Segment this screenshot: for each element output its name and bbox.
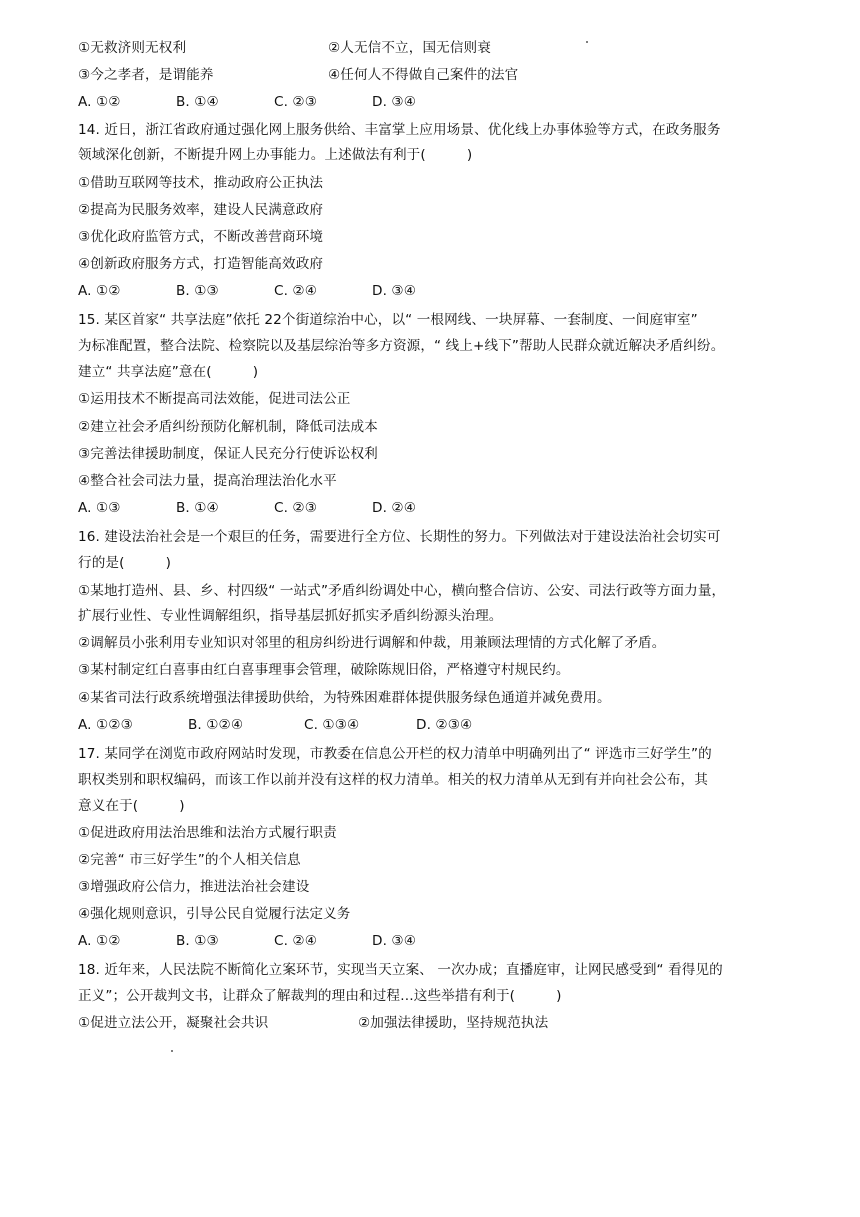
q17-stem-line-1: 17. 某同学在浏览市政府网站时发现，市教委在信息公开栏的权力清单中明确列出了“ 评选市三好学生”的 xyxy=(78,746,712,762)
q15-item-3: ③完善法律援助制度，保证人民充分行使诉讼权利 xyxy=(78,446,378,462)
q16-item-4: ④某省司法行政系统增强法律援助供给，为特殊困难群体提供服务绿色通道并减免费用。 xyxy=(78,690,611,706)
q16-item-3: ③某村制定红白喜事由红白喜事理事会管理，破除陈规旧俗，严格遵守村规民约。 xyxy=(78,662,570,678)
q16-option-d[interactable]: D. ②③④ xyxy=(416,717,473,733)
q13-item-1: ①无救济则无权利 xyxy=(78,40,187,56)
q15-option-b[interactable]: B. ①④ xyxy=(176,500,219,516)
q17-stem-line-2: 职权类别和职权编码，而该工作以前并没有这样的权力清单。相关的权力清单从无到有并向社会公布，其 xyxy=(78,772,708,788)
q16-option-c[interactable]: C. ①③④ xyxy=(304,717,360,733)
q15-option-d[interactable]: D. ②④ xyxy=(372,500,416,516)
q18-item-1: ①促进立法公开，凝聚社会共识 xyxy=(78,1015,269,1031)
q16-option-a[interactable]: A. ①②③ xyxy=(78,717,133,733)
speck-bottom xyxy=(171,1050,173,1052)
q16-stem-line-1: 16. 建设法治社会是一个艰巨的任务，需要进行全方位、长期性的努力。下列做法对于建设法治社会切实可 xyxy=(78,529,721,545)
q15-stem-line-2: 为标准配置，整合法院、检察院以及基层综治等多方资源，“ 线上+线下”帮助人民群众就近解决矛盾纠纷。 xyxy=(78,338,725,354)
q15-item-1: ①运用技术不断提高司法效能，促进司法公正 xyxy=(78,391,351,407)
q13-item-2: ②人无信不立，国无信则衰 xyxy=(328,40,491,56)
q16-stem-line-2: 行的是( ) xyxy=(78,555,171,571)
q14-item-2: ②提高为民服务效率，建设人民满意政府 xyxy=(78,202,324,218)
q15-item-4: ④整合社会司法力量，提高治理法治化水平 xyxy=(78,473,337,489)
q17-option-a[interactable]: A. ①② xyxy=(78,933,121,949)
q13-option-a[interactable]: A. ①② xyxy=(78,94,121,110)
q13-option-c[interactable]: C. ②③ xyxy=(274,94,318,110)
q17-item-4: ④强化规则意识，引导公民自觉履行法定义务 xyxy=(78,906,351,922)
q17-option-d[interactable]: D. ③④ xyxy=(372,933,416,949)
q13-option-b[interactable]: B. ①④ xyxy=(176,94,219,110)
q16-item-1-line-1: ①某地打造州、县、乡、村四级“ 一站式”矛盾纠纷调处中心，横向整合信访、公安、司法行政等方面力量， xyxy=(78,583,726,599)
q14-stem-line-2: 领域深化创新，不断提升网上办事能力。上述做法有利于( ) xyxy=(78,147,473,163)
q14-option-c[interactable]: C. ②④ xyxy=(274,283,318,299)
speck-top xyxy=(586,41,588,43)
q17-item-2: ②完善“ 市三好学生”的个人相关信息 xyxy=(78,852,301,868)
q15-item-2: ②建立社会矛盾纠纷预防化解机制，降低司法成本 xyxy=(78,419,378,435)
q16-option-b[interactable]: B. ①②④ xyxy=(188,717,244,733)
q14-item-3: ③优化政府监管方式，不断改善营商环境 xyxy=(78,229,324,245)
q16-item-1-line-2: 扩展行业性、专业性调解组织，指导基层抓好抓实矛盾纠纷源头治理。 xyxy=(78,608,503,624)
q13-item-4: ④任何人不得做自己案件的法官 xyxy=(328,67,519,83)
q14-item-1: ①借助互联网等技术，推动政府公正执法 xyxy=(78,175,324,191)
q17-option-c[interactable]: C. ②④ xyxy=(274,933,318,949)
q15-option-a[interactable]: A. ①③ xyxy=(78,500,121,516)
q14-option-d[interactable]: D. ③④ xyxy=(372,283,416,299)
q17-stem-line-3: 意义在于( ) xyxy=(78,798,185,814)
q16-item-2: ②调解员小张利用专业知识对邻里的租房纠纷进行调解和仲裁，用兼顾法理情的方式化解了矛盾。 xyxy=(78,635,666,651)
q13-option-d[interactable]: D. ③④ xyxy=(372,94,416,110)
q15-stem-line-3: 建立“ 共享法庭”意在( ) xyxy=(78,364,259,380)
q17-item-3: ③增强政府公信力，推进法治社会建设 xyxy=(78,879,310,895)
q17-item-1: ①促进政府用法治思维和法治方式履行职责 xyxy=(78,825,337,841)
q14-item-4: ④创新政府服务方式，打造智能高效政府 xyxy=(78,256,324,272)
q14-option-a[interactable]: A. ①② xyxy=(78,283,121,299)
q14-option-b[interactable]: B. ①③ xyxy=(176,283,219,299)
q14-stem-line-1: 14. 近日，浙江省政府通过强化网上服务供给、丰富掌上应用场景、优化线上办事体验等方式，在政务服务 xyxy=(78,122,721,138)
q17-option-b[interactable]: B. ①③ xyxy=(176,933,219,949)
q13-item-3: ③今之孝者，是谓能养 xyxy=(78,67,214,83)
q18-item-2: ②加强法律援助，坚持规范执法 xyxy=(358,1015,549,1031)
q18-stem-line-2: 正义”；公开裁判文书，让群众了解裁判的理由和过程…这些举措有利于( ) xyxy=(78,988,562,1004)
q18-stem-line-1: 18. 近年来，人民法院不断简化立案环节，实现当天立案、 一次办成；直播庭审，让网民感受到“ 看得见的 xyxy=(78,962,723,978)
q15-option-c[interactable]: C. ②③ xyxy=(274,500,318,516)
q15-stem-line-1: 15. 某区首家“ 共享法庭”依托 22个街道综治中心，以“ 一根网线、一块屏幕、一套制度、一间庭审室” xyxy=(78,312,698,328)
